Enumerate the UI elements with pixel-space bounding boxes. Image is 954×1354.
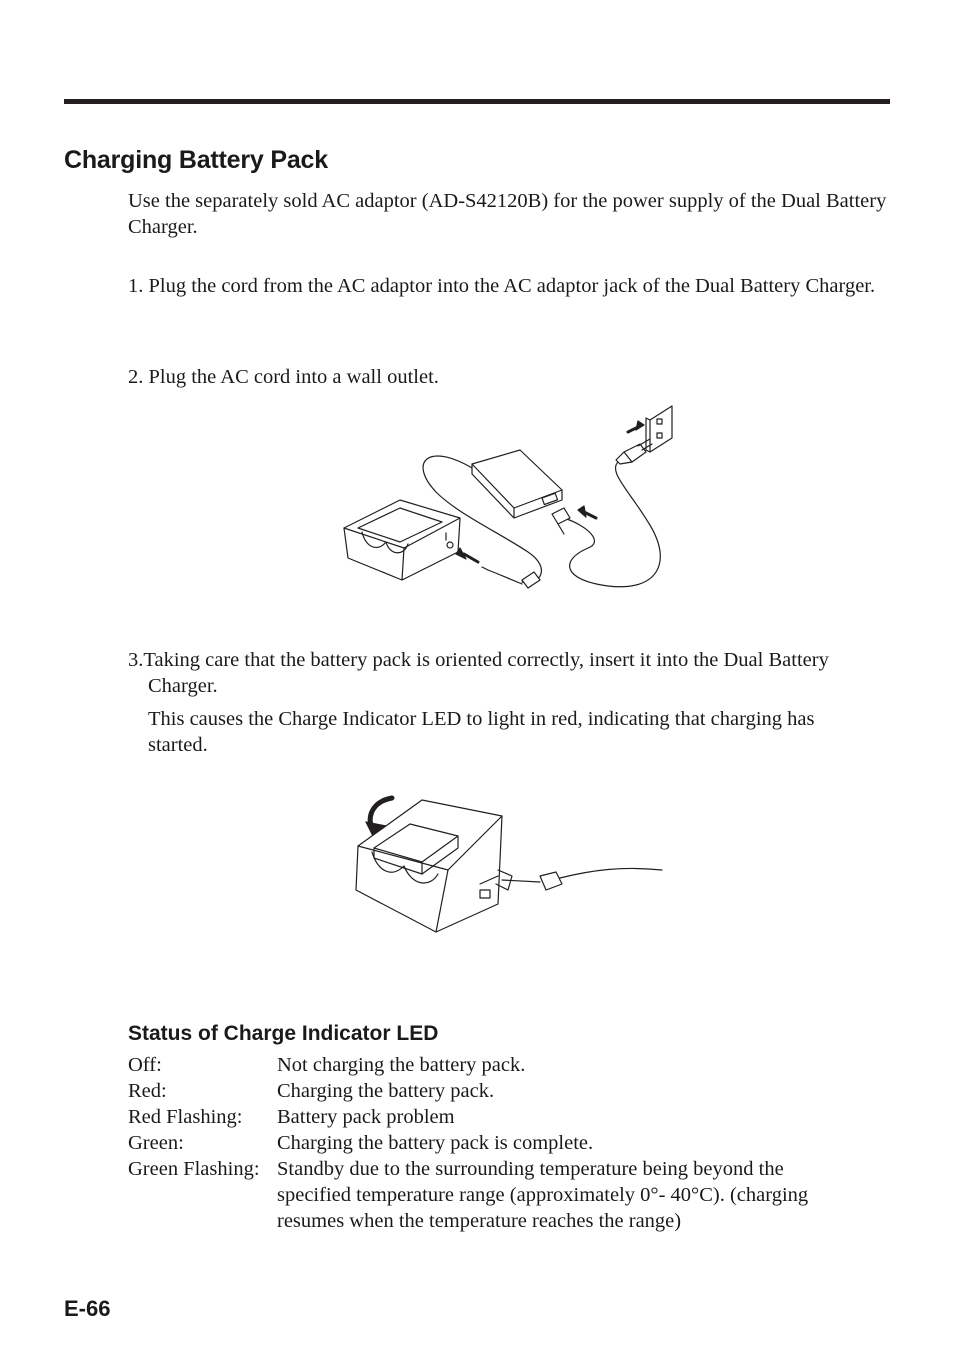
status-label: Off: xyxy=(128,1054,162,1076)
battery-insertion-illustration xyxy=(352,792,664,934)
step-text: Plug the cord from the AC adaptor into the AC adaptor jack of the Dual Battery Charger. xyxy=(148,275,876,297)
status-description: Battery pack problem xyxy=(277,1106,455,1128)
step-text: 3.Taking care that the battery pack is oriented correctly, insert it into the Dual Battery Charger. xyxy=(128,649,829,697)
page-title: Charging Battery Pack xyxy=(64,146,328,174)
status-description: Charging the battery pack. xyxy=(277,1080,495,1102)
status-label: Red: xyxy=(128,1080,167,1102)
status-row xyxy=(128,1104,858,1130)
status-description: Standby due to the surrounding temperature being beyond the specified temperature range (approximately 0°- 40°C). (charging resumes when the temperature reaches the range) xyxy=(277,1158,809,1232)
charger-connection-illustration xyxy=(338,402,678,598)
status-description: Charging the battery pack is complete. xyxy=(277,1132,594,1154)
status-row xyxy=(128,1078,858,1104)
step-3 xyxy=(128,647,878,699)
step-1 xyxy=(128,273,878,299)
status-label: Green Flashing: xyxy=(128,1158,260,1180)
intro-paragraph: Use the separately sold AC adaptor (AD-S42120B) for the power supply of the Dual Battery Charger. xyxy=(128,190,887,238)
step-number: 2. xyxy=(128,366,149,388)
status-description: Not charging the battery pack. xyxy=(277,1054,526,1076)
status-label: Red Flashing: xyxy=(128,1106,243,1128)
step-number: 1. xyxy=(128,275,149,297)
dual-battery-charger-icon xyxy=(356,800,502,932)
status-row xyxy=(128,1130,858,1156)
dual-battery-charger-icon xyxy=(344,500,460,580)
status-label: Green: xyxy=(128,1132,184,1154)
status-row xyxy=(128,1156,858,1234)
page-number: E-66 xyxy=(64,1296,111,1321)
status-section-title: Status of Charge Indicator LED xyxy=(128,1022,439,1045)
status-list xyxy=(128,1052,858,1234)
step-text: Plug the AC cord into a wall outlet. xyxy=(148,366,439,388)
status-row xyxy=(128,1052,858,1078)
step-3-note: This causes the Charge Indicator LED to light in red, indicating that charging has started. xyxy=(148,708,815,756)
ac-adaptor-icon xyxy=(472,450,562,518)
header-rule xyxy=(64,99,890,104)
step-2 xyxy=(128,364,878,390)
